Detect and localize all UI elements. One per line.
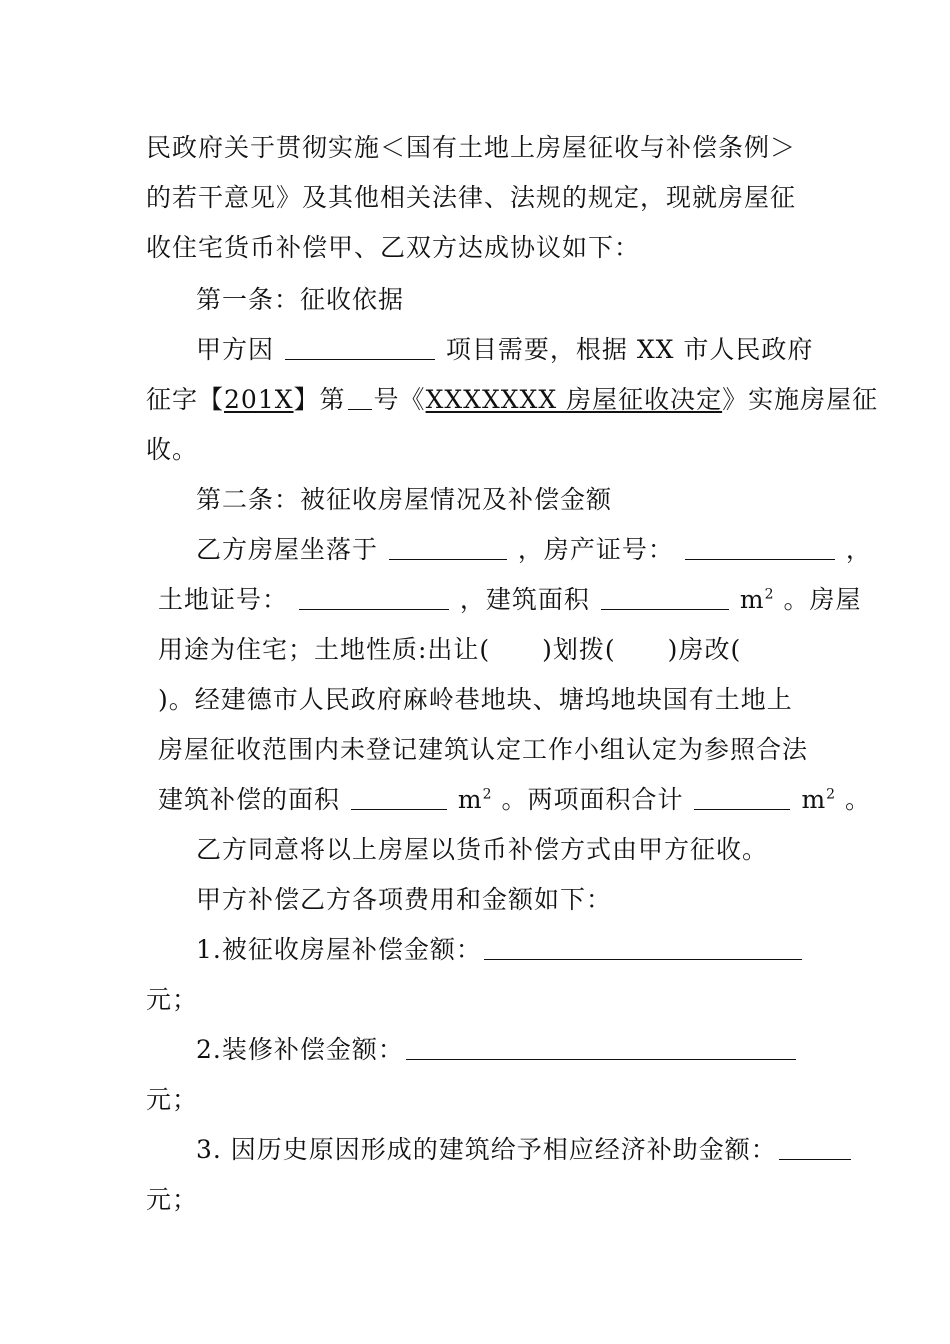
- text: 征字【: [146, 385, 225, 414]
- paragraph-line: 的若干意见》及其他相关法律、法规的规定，现就房屋征: [146, 183, 797, 212]
- text: 项目需要，根据 XX 市人民政府: [445, 335, 814, 364]
- article-2-heading: 第二条：被征收房屋情况及补偿金额: [196, 485, 613, 514]
- text: ，建筑面积: [459, 585, 590, 614]
- unit: $m^2$: [739, 585, 775, 614]
- amount-blank: [779, 1135, 851, 1160]
- property-cert-blank: [685, 535, 835, 560]
- amount-blank: [406, 1035, 796, 1060]
- article-1-heading: 第一条：征收依据: [196, 285, 405, 314]
- paragraph-line: 元；: [146, 1185, 199, 1214]
- text: 。: [845, 785, 872, 814]
- text: 》实施房屋征: [722, 385, 879, 414]
- number-blank: [348, 385, 372, 410]
- compensation-item-2: [196, 1034, 798, 1066]
- land-cert-blank: [299, 585, 449, 610]
- building-area-blank: [601, 585, 729, 610]
- paragraph-line: [146, 384, 878, 416]
- paragraph-line: [158, 784, 871, 816]
- text: 。房屋: [783, 585, 862, 614]
- legal-area-blank: [351, 785, 447, 810]
- total-area-blank: [694, 785, 790, 810]
- paragraph-line: 房屋征收范围内未登记建筑认定工作小组认定为参照合法: [158, 735, 809, 764]
- paragraph-line: [196, 534, 872, 566]
- paragraph-line: 元；: [146, 1085, 199, 1114]
- text: 号《: [373, 385, 426, 414]
- paragraph-line: 收住宅货币补偿甲、乙双方达成协议如下：: [146, 233, 641, 262]
- compensation-item-3: [196, 1134, 853, 1166]
- text: 1.被征收房屋补偿金额：: [196, 935, 482, 964]
- text: 】第: [293, 385, 346, 414]
- text: 。两项面积合计: [501, 785, 684, 814]
- decision-name: XXXXXXX 房屋征收决定: [425, 385, 723, 414]
- unit: $m^2$: [801, 785, 837, 814]
- text: 建筑补偿的面积: [158, 785, 341, 814]
- paragraph-line: 元；: [146, 985, 199, 1014]
- text: ，房产证号：: [517, 535, 674, 564]
- text: 土地证号：: [158, 585, 289, 614]
- paragraph-line: 乙方同意将以上房屋以货币补偿方式由甲方征收。: [196, 835, 769, 864]
- compensation-item-1: [196, 934, 804, 966]
- paragraph-line: 甲方补偿乙方各项费用和金额如下：: [196, 885, 613, 914]
- amount-blank: [484, 935, 802, 960]
- paragraph-line: 民政府关于贯彻实施＜国有土地上房屋征收与补偿条例＞: [146, 133, 797, 162]
- year-field: 201X: [224, 385, 294, 414]
- paragraph-line: 用途为住宅；土地性质:出让( )划拨( )房改(: [158, 635, 742, 664]
- text: 甲方因: [196, 335, 275, 364]
- paragraph-line: [196, 334, 813, 366]
- project-name-blank: [285, 335, 435, 360]
- text: 2.装修补偿金额：: [196, 1035, 404, 1064]
- paragraph-line: 收。: [146, 435, 199, 464]
- unit: $m^2$: [457, 785, 493, 814]
- text: ，: [845, 535, 872, 564]
- location-blank: [389, 535, 507, 560]
- text: 3. 因历史原因形成的建筑给予相应经济补助金额：: [196, 1135, 777, 1164]
- text: 乙方房屋坐落于: [196, 535, 379, 564]
- paragraph-line: )。经建德市人民政府麻岭巷地块、塘坞地块国有土地上: [158, 685, 793, 714]
- paragraph-line: [158, 584, 861, 616]
